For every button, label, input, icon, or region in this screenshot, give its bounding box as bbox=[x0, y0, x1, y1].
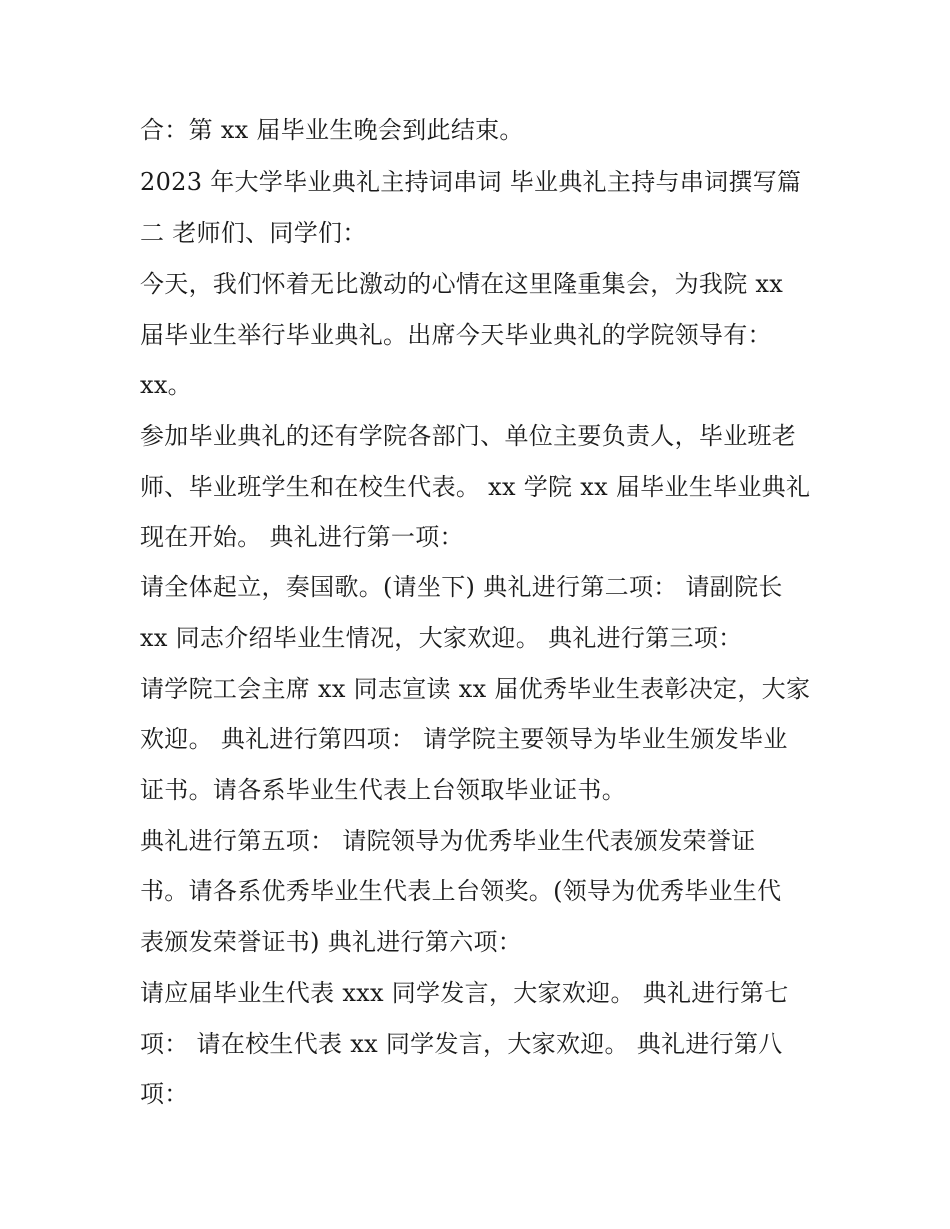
text-line: xx。 bbox=[140, 371, 192, 399]
text-line: 书。请各系优秀毕业生代表上台领奖。(领导为优秀毕业生代 bbox=[140, 877, 782, 905]
text-line: 请应届毕业生代表 xxx 同学发言，大家欢迎。 典礼进行第七 bbox=[140, 979, 789, 1007]
text-line: 现在开始。 典礼进行第一项： bbox=[140, 523, 464, 551]
text-line: 项： 请在校生代表 xx 同学发言，大家欢迎。 典礼进行第八 bbox=[140, 1030, 783, 1058]
text-line: 合：第 xx 届毕业生晚会到此结束。 bbox=[140, 116, 524, 144]
text-line: 参加毕业典礼的还有学院各部门、单位主要负责人，毕业班老 bbox=[140, 422, 797, 450]
text-line: 典礼进行第五项： 请院领导为优秀毕业生代表颁发荣誉证 bbox=[140, 827, 756, 855]
text-line: 欢迎。 典礼进行第四项： 请学院主要领导为毕业生颁发毕业 bbox=[140, 725, 788, 753]
text-line: 项： bbox=[140, 1080, 189, 1108]
text-line: 届毕业生举行毕业典礼。出席今天毕业典礼的学院领导有： bbox=[140, 321, 772, 349]
text-line: 请学院工会主席 xx 同志宣读 xx 届优秀毕业生表彰决定，大家 bbox=[140, 675, 811, 703]
text-line: 2023 年大学毕业典礼主持词串词 毕业典礼主持与串词撰写篇 bbox=[140, 168, 802, 196]
text-line: 表颁发荣誉证书) 典礼进行第六项： bbox=[140, 928, 523, 956]
text-line: xx 同志介绍毕业生情况，大家欢迎。 典礼进行第三项： bbox=[140, 624, 743, 652]
text-line: 二 老师们、同学们： bbox=[140, 219, 367, 247]
text-line: 今天，我们怀着无比激动的心情在这里隆重集会，为我院 xx bbox=[140, 270, 784, 298]
text-line: 证书。请各系毕业生代表上台领取毕业证书。 bbox=[140, 776, 626, 804]
text-line: 请全体起立，奏国歌。(请坐下) 典礼进行第二项： 请副院长 bbox=[140, 573, 783, 601]
text-line: 师、毕业班学生和在校生代表。 xx 学院 xx 届毕业生毕业典礼 bbox=[140, 473, 811, 501]
